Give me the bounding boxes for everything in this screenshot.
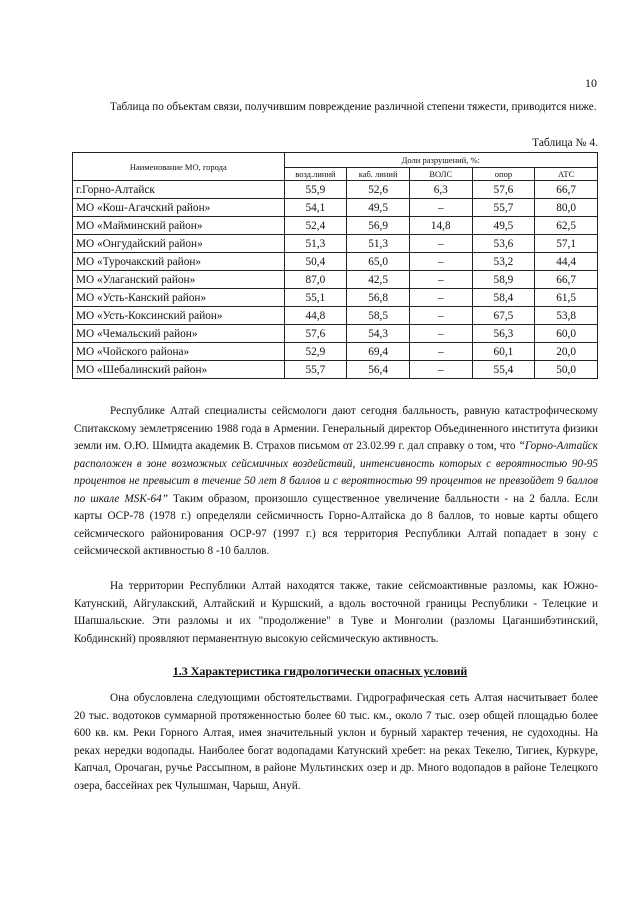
row-value: 54,1 bbox=[284, 199, 347, 217]
header-col-air-lines: возд.линий bbox=[284, 168, 347, 181]
seismic-paragraph-start: Республике Алтай специалисты сейсмологи дают сегодня балльность, равную катастрофическому Спитакскому землетрясению 1988 года в Армении. Генеральный директор Объединенного института физики земли им. О.Ю. Шмидта академик В. Страхов письмом от 23.02.99 г. дал справку о том, что bbox=[74, 405, 598, 452]
header-name: Наименование МО, города bbox=[73, 153, 285, 181]
hydrology-paragraph: Она обусловлена следующими обстоятельствами. Гидрографическая сеть Алтая насчитывает более 20 тыс. водотоков суммарной протяженностью более 60 тыс. км., около 7 тыс. озер общей площадью более 600 кв. км. Реки Горного Алтая, имея значительный уклон и бурный характер течения, не судоходны. На реках нередки водопады. Наиболее богат водопадами Катунский хребет: на реках Текелю, Тигиек, Куркуре, Капчал, Орочаган, ручье Рассыпном, в районе Мультинских озер и др. Много водопадов в районе Телецкого озера, бассейнах рек Чулышман, Чарыш, Ануй. bbox=[74, 692, 598, 792]
row-value: – bbox=[409, 235, 472, 253]
row-value: 42,5 bbox=[347, 271, 410, 289]
row-value: – bbox=[409, 325, 472, 343]
row-value: – bbox=[409, 343, 472, 361]
row-value: 52,9 bbox=[284, 343, 347, 361]
row-value: 56,4 bbox=[347, 361, 410, 379]
row-value: – bbox=[409, 289, 472, 307]
row-value: 50,0 bbox=[535, 361, 598, 379]
row-value: 53,6 bbox=[472, 235, 535, 253]
row-value: 56,9 bbox=[347, 217, 410, 235]
seismic-quote: “Горно-Алтайск расположен в зоне возможных сейсмичных воздействий, интенсивность которых с вероятностью 90-95 процентов не превысит в течение 50 лет 8 баллов и с вероятностью 99 процентов не превзойдет 9 баллов по шкале MSK-64” bbox=[74, 440, 598, 505]
table-row bbox=[73, 181, 598, 199]
table-row bbox=[73, 325, 598, 343]
row-name: МО «Улаганский район» bbox=[73, 271, 285, 289]
row-value: 55,7 bbox=[472, 199, 535, 217]
row-value: 62,5 bbox=[535, 217, 598, 235]
row-value: 50,4 bbox=[284, 253, 347, 271]
row-value: 69,4 bbox=[347, 343, 410, 361]
table-row bbox=[73, 307, 598, 325]
row-value: 66,7 bbox=[535, 271, 598, 289]
row-value: – bbox=[409, 307, 472, 325]
table-row bbox=[73, 289, 598, 307]
table-row bbox=[73, 253, 598, 271]
row-name: МО «Шебалинский район» bbox=[73, 361, 285, 379]
row-value: 67,5 bbox=[472, 307, 535, 325]
row-value: 51,3 bbox=[347, 235, 410, 253]
intro-paragraph: Таблица по объектам связи, получившим повреждение различной степени тяжести, приводится ниже. bbox=[110, 101, 597, 113]
row-name: МО «Чойского района» bbox=[73, 343, 285, 361]
header-col-poles: опор bbox=[472, 168, 535, 181]
row-value: 52,6 bbox=[347, 181, 410, 199]
row-value: 80,0 bbox=[535, 199, 598, 217]
row-value: 61,5 bbox=[535, 289, 598, 307]
row-value: 58,4 bbox=[472, 289, 535, 307]
faults-paragraph: На территории Республики Алтай находятся также, такие сейсмоактивные разломы, как Южно-Катунский, Айгулакский, Алтайский и Куршский, а вдоль восточной границы Республики - Телецкие и Шапшальские. Эти разломы и их "продолжение" в Туве и Монголии (разломы Цаганшибэтинский, Кобдинский) проявляют перманентную высокую сейсмическую активность. bbox=[74, 580, 598, 645]
row-name: МО «Онгудайский район» bbox=[73, 235, 285, 253]
section-heading bbox=[0, 664, 640, 679]
row-name: МО «Чемальский район» bbox=[73, 325, 285, 343]
header-col-cable-lines: каб. линий bbox=[347, 168, 410, 181]
row-value: – bbox=[409, 199, 472, 217]
row-value: 44,8 bbox=[284, 307, 347, 325]
row-name: МО «Усть-Канский район» bbox=[73, 289, 285, 307]
row-name: МО «Кош-Агачский район» bbox=[73, 199, 285, 217]
communications-damage-table bbox=[72, 152, 598, 379]
row-name: МО «Турочакский район» bbox=[73, 253, 285, 271]
row-value: 52,4 bbox=[284, 217, 347, 235]
row-value: 53,8 bbox=[535, 307, 598, 325]
table-row bbox=[73, 235, 598, 253]
row-value: 55,1 bbox=[284, 289, 347, 307]
section-heading-text: 1.3 Характеристика гидрологически опасных условий bbox=[172, 664, 468, 678]
row-value: 58,5 bbox=[347, 307, 410, 325]
row-value: – bbox=[409, 271, 472, 289]
row-name: г.Горно-Алтайск bbox=[73, 181, 285, 199]
row-value: 55,4 bbox=[472, 361, 535, 379]
seismic-paragraph-end: Таким образом, произошло существенное увеличение балльности - на 2 балла. Если карты ОСР-78 (1978 г.) определяли сейсмичность Горно-Алтайска до 8 баллов, то новые карты общего сейсмического районирования ОСР-97 (1997 г.) вся территория Республики Алтай попадает в зону с сейсмической активностью 8 -10 баллов. bbox=[74, 492, 598, 557]
row-value: – bbox=[409, 253, 472, 271]
row-value: 14,8 bbox=[409, 217, 472, 235]
row-value: 57,1 bbox=[535, 235, 598, 253]
row-value: 6,3 bbox=[409, 181, 472, 199]
row-value: 44,4 bbox=[535, 253, 598, 271]
row-value: 51,3 bbox=[284, 235, 347, 253]
row-value: 55,9 bbox=[284, 181, 347, 199]
table-row bbox=[73, 271, 598, 289]
row-name: МО «Майминский район» bbox=[73, 217, 285, 235]
row-value: – bbox=[409, 361, 472, 379]
row-name: МО «Усть-Коксинский район» bbox=[73, 307, 285, 325]
row-value: 87,0 bbox=[284, 271, 347, 289]
table-row bbox=[73, 361, 598, 379]
row-value: 65,0 bbox=[347, 253, 410, 271]
page-number: 10 bbox=[585, 76, 597, 90]
row-value: 53,2 bbox=[472, 253, 535, 271]
table-row bbox=[73, 217, 598, 235]
row-value: 57,6 bbox=[284, 325, 347, 343]
table-caption: Таблица № 4. bbox=[532, 137, 598, 149]
header-group: Доли разрушений, %: bbox=[284, 153, 597, 168]
row-value: 56,8 bbox=[347, 289, 410, 307]
row-value: 20,0 bbox=[535, 343, 598, 361]
row-value: 55,7 bbox=[284, 361, 347, 379]
header-col-ats: АТС bbox=[535, 168, 598, 181]
row-value: 58,9 bbox=[472, 271, 535, 289]
row-value: 49,5 bbox=[347, 199, 410, 217]
row-value: 60,0 bbox=[535, 325, 598, 343]
header-col-fiber: ВОЛС bbox=[409, 168, 472, 181]
table-row bbox=[73, 199, 598, 217]
seismic-paragraph bbox=[74, 403, 598, 561]
row-value: 54,3 bbox=[347, 325, 410, 343]
row-value: 57,6 bbox=[472, 181, 535, 199]
row-value: 60,1 bbox=[472, 343, 535, 361]
row-value: 49,5 bbox=[472, 217, 535, 235]
row-value: 56,3 bbox=[472, 325, 535, 343]
table-row bbox=[73, 343, 598, 361]
row-value: 66,7 bbox=[535, 181, 598, 199]
